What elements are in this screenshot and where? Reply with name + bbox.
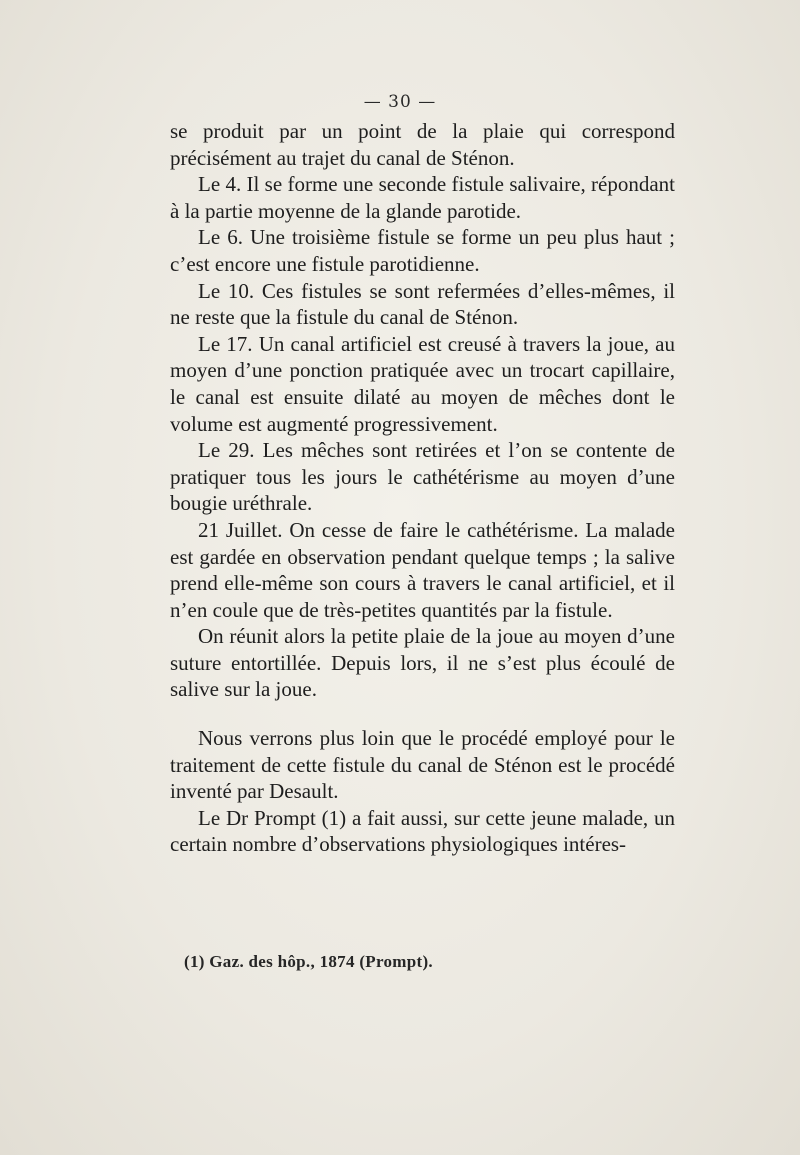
paragraph-5: Le 17. Un canal artificiel est creusé à travers la joue, au moyen d’une ponction pratiquée avec un trocart capillaire, le canal est ensuite dilaté au moyen de mêches dont le volume est augmenté progressivement. [170,331,675,436]
paragraph-3: Le 6. Une troisième fistule se forme un peu plus haut ; c’est encore une fistule parotidienne. [170,225,675,276]
body-text [170,118,675,858]
paragraph-8: On réunit alors la petite plaie de la joue au moyen d’une suture entortillée. Depuis lors, il ne s’est plus écoulé de salive sur la joue. [170,624,675,702]
paragraph-9: Nous verrons plus loin que le procédé employé pour le traitement de cette fistule du canal de Sténon est le procédé inventé par Desault. [170,726,675,804]
paragraph-6: Le 29. Les mêches sont retirées et l’on se contente de pratiquer tous les jours le cathétérisme au moyen d’une bougie uréthrale. [170,438,675,516]
paragraph-10: Le Dr Prompt (1) a fait aussi, sur cette jeune malade, un certain nombre d’observations physiologiques intéres- [170,805,675,857]
page-number: — 30 — [363,92,437,112]
paragraph-2: Le 4. Il se forme une seconde fistule salivaire, répondant à la partie moyenne de la glande parotide. [170,172,675,223]
paragraph-4: Le 10. Ces fistules se sont refermées d’elles-mêmes, il ne reste que la fistule du canal de Sténon. [170,278,675,330]
paragraph-7: 21 Juillet. On cesse de faire le cathétérisme. La malade est gardée en observation pendant quelque temps ; la salive prend elle-même son cours à travers le canal artificiel, et il n’en coule que de très-petites quantités par la fistule. [170,517,675,622]
paragraph-1: se produit par un point de la plaie qui correspond précisément au trajet du canal de Sténon. [170,119,675,170]
footnote: (1) Gaz. des hôp., 1874 (Prompt). [184,952,433,971]
section-gap [170,703,675,725]
